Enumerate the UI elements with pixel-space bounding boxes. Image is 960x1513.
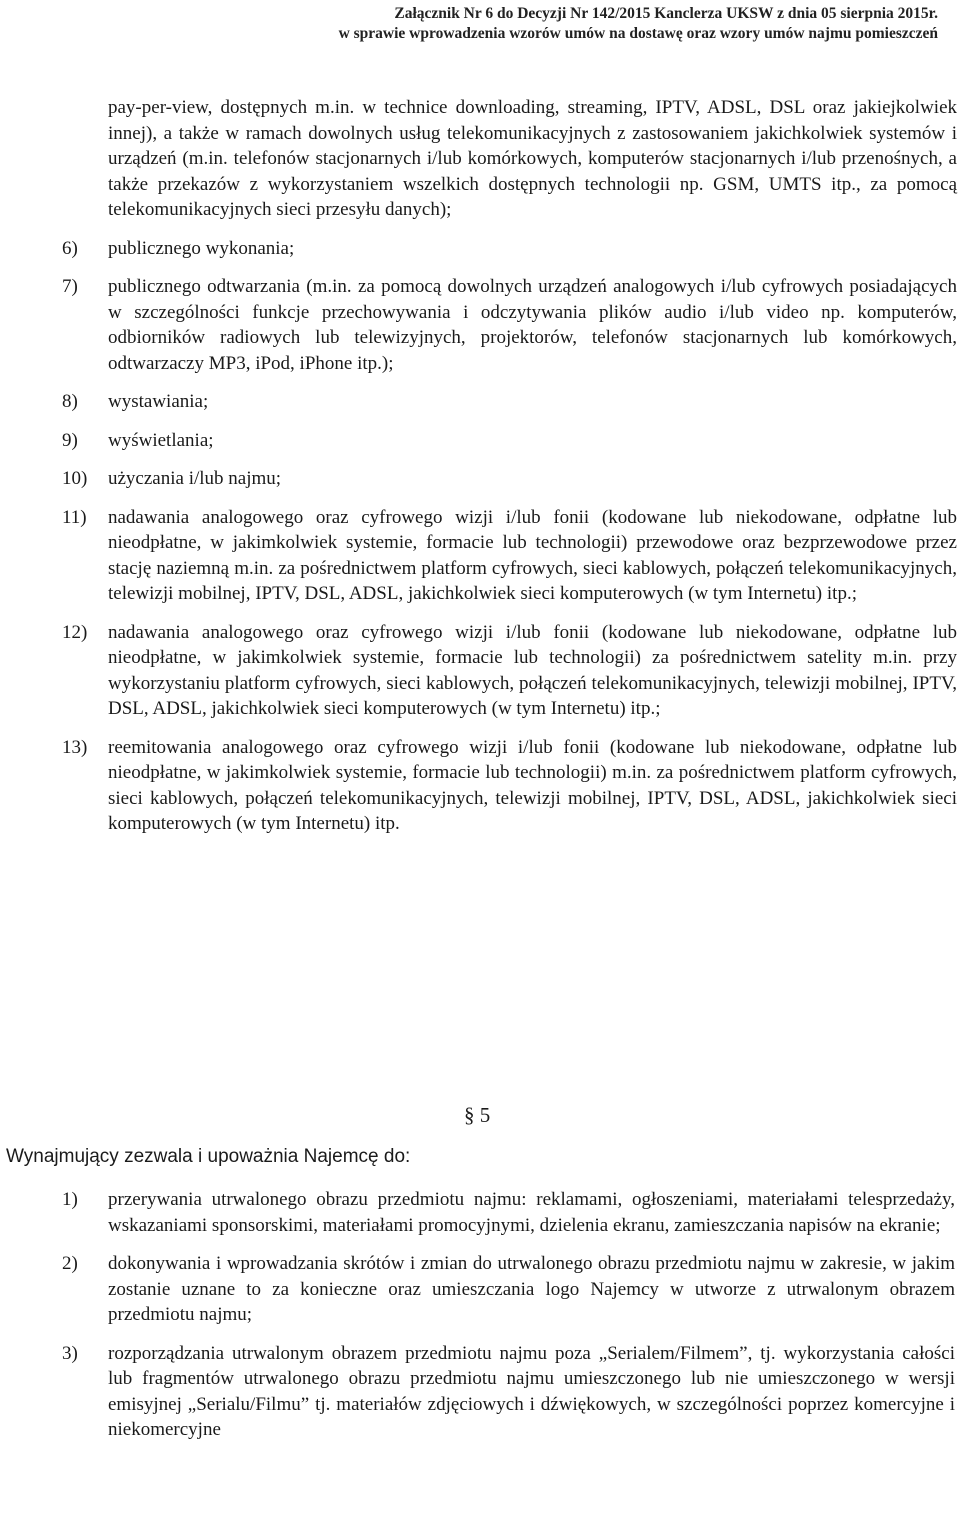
item-text: nadawania analogowego oraz cyfrowego wizji i/lub fonii (kodowane lub niekodowane, odpłatne lub nieodpłatne, w jakimkolwiek systemie, formacie lub technologii) za pośrednictwem satelity m.in. przy wykorzystaniu platform cyfrowych, sieci kablowych, połączeń telekomunikacyjnych, telewizji mobilnej, IPTV, DSL, ADSL, jakichkolwiek sieci komputerowych (w tym Internetu) itp.; [108,621,957,719]
list-item [62,1341,955,1443]
header-line-1: Załącznik Nr 6 do Decyzji Nr 142/2015 Kanclerza UKSW z dnia 05 sierpnia 2015r. [394,5,938,22]
list-item [62,466,957,492]
item-number: 1) [62,1189,78,1210]
item-text: użyczania i/lub najmu; [108,468,282,489]
list-item [62,274,957,376]
list-continuation [62,95,957,837]
item-number: 11) [62,506,87,528]
header-line-2: w sprawie wprowadzenia wzorów umów na dostawę oraz wzory umów najmu pomieszczeń [338,25,938,42]
item-text: publicznego wykonania; [108,237,295,259]
list-item [62,1251,955,1328]
item-number: 3) [62,1342,78,1364]
item-number: 6) [62,237,78,259]
list-item [62,620,957,722]
item-number: 12) [62,621,88,643]
list-item [62,389,957,415]
item-text: nadawania analogowego oraz cyfrowego wizji i/lub fonii (kodowane lub niekodowane, odpłatne lub nieodpłatne, w jakimkolwiek systemie, formacie lub technologii) przewodowe oraz bezprzewodowe przez stację naziemną m.in. za pośrednictwem platform cyfrowych, sieci kablowych, połączeń telekomunikacyjnych, telewizji mobilnej, IPTV, DSL, ADSL, jakichkolwiek sieci komputerowych (w tym Internetu) itp.; [108,506,957,604]
item-number: 13) [62,736,88,758]
continuation-paragraph: pay-per-view, dostępnych m.in. w technice downloading, streaming, IPTV, ADSL, DSL oraz jakiejkolwiek innej), a także w ramach dowolnych usług telekomunikacyjnych z zastosowaniem jakichkolwiek systemów i urządzeń (m.in. telefonów stacjonarnych i/lub komórkowych, komputerów stacjonarnych i/lub przenośnych, a także przekazów z wykorzystaniem wszelkich dostępnych technologii np. GSM, UMTS itp., za pomocą telekomunikacyjnych sieci przesyłu danych); [108,97,957,220]
list-item [62,1187,955,1238]
section-heading: § 5 [464,1103,491,1127]
item-text: wystawiania; [108,391,209,412]
document-header [339,4,938,44]
item-number: 8) [62,391,78,412]
list-item [62,735,957,837]
section-5-list [62,1187,955,1443]
item-number: 2) [62,1253,78,1274]
list-item [62,236,957,262]
item-number: 10) [62,468,88,489]
list-item [62,505,957,607]
item-number: 7) [62,276,78,297]
item-number: 9) [62,429,78,451]
item-text: wyświetlania; [108,429,214,451]
item-text: publicznego odtwarzania (m.in. za pomocą dowolnych urządzeń analogowych i/lub cyfrowych posiadających w szczególności funkcje przechowywania i odczytywania plików audio i/lub video np. komputerów, odbiorników radiowych lub telewizyjnych, projektorów, telefonów stacjonarnych lub komórkowych, odtwarzaczy MP3, iPod, iPhone itp.); [108,276,957,374]
item-text: rozporządzania utrwalonym obrazem przedmiotu najmu poza „Serialem/Filmem”, tj. wykorzystania całości lub fragmentów utrwalonego obrazu przedmiotu najmu umieszczonego lub nie umieszczonego w wersji emisyjnej „Serialu/Filmu” tj. materiałów zdjęciowych i dźwiękowych, w szczególności poprzez komercyjne i niekomercyjne [108,1342,955,1440]
item-text: dokonywania i wprowadzania skrótów i zmian do utrwalonego obrazu przedmiotu najmu w zakresie, w jakim zostanie uznane to za konieczne oraz umieszczania logo Najemcy w utworze z utrwalonym obrazem przedmiotu najmu; [108,1253,955,1325]
item-text: reemitowania analogowego oraz cyfrowego wizji i/lub fonii (kodowane lub niekodowane, odpłatne lub nieodpłatne, w jakimkolwiek systemie, formacie lub technologii) m.in. za pośrednictwem platform cyfrowych, sieci kablowych, połączeń telekomunikacyjnych, telewizji mobilnej, IPTV, DSL, ADSL, jakichkolwiek sieci komputerowych (w tym Internetu) itp. [108,736,957,834]
list-item [62,428,957,454]
item-text: przerywania utrwalonego obrazu przedmiotu najmu: reklamami, ogłoszeniami, materiałami telesprzedaży, wskazaniami sponsorskimi, materiałami promocyjnymi, dzielenia ekranu, zamieszczania napisów na ekranie; [108,1189,955,1236]
section-intro: Wynajmujący zezwala i upoważnia Najemcę do: [6,1146,411,1167]
